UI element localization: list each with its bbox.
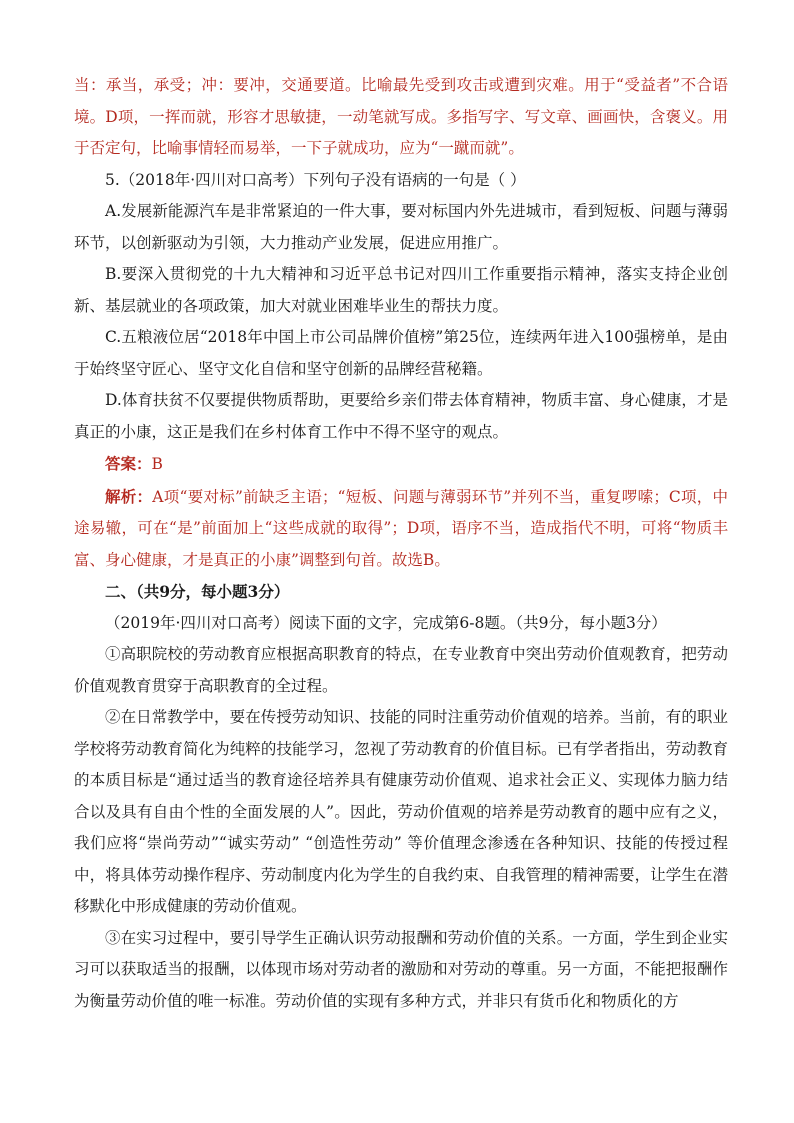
analysis-label: 解析： — [105, 486, 153, 506]
explanation-continuation: 当：承当，承受；冲：要冲，交通要道。比喻最先受到攻击或遭到灾难。用于“受益者”不合语境。D项，一挥而就，形容才思敏捷，一动笔就写成。多指写字、写文章、画画快，含褒义。用于否定句，比喻事情轻而易举，一下子就成功，应为“一蹴而就”。 — [74, 76, 728, 157]
passage-paragraph-3: ③在实习过程中，要引导学生正确认识劳动报酬和劳动价值的关系。一方面，学生到企业实习可以获取适当的报酬，以体现市场对劳动者的激励和对劳动的尊重。另一方面，不能把报酬作为衡量劳动价值的唯一标准。劳动价值的实现有多种方式，并非只有货币化和物质化的方 — [74, 928, 728, 1010]
question-5-analysis — [74, 481, 728, 577]
question-5-option-c: C.五粮液位居“2018年中国上市公司品牌价值榜”第25位，连续两年进入100强榜单，是由于始终坚守匠心、坚守文化自信和坚守创新的品牌经营秘籍。 — [74, 328, 728, 378]
document-page — [74, 70, 728, 1017]
section-2-intro: （2019年·四川对口高考）阅读下面的文字，完成第6-8题。（共9分，每小题3分） — [105, 613, 667, 632]
answer-label: 答案： — [105, 454, 152, 473]
section-2-heading: 二、（共9分，每小题3分） — [105, 582, 290, 601]
question-5-option-a: A.发展新能源汽车是非常紧迫的一件大事，要对标国内外先进城市，看到短板、问题与薄弱环节，以创新驱动为引领，大力推动产业发展，促进应用推广。 — [74, 202, 728, 252]
passage-paragraph-2: ②在日常教学中，要在传授劳动知识、技能的同时注重劳动价值观的培养。当前，有的职业学校将劳动教育简化为纯粹的技能学习，忽视了劳动教育的价值目标。已有学者指出，劳动教育的本质目标是“通过适当的教育途径培养具有健康劳动价值观、追求社会正义、实现体力脑力结合以及具有自由个性的全面发展的人”。因此，劳动价值观的培养是劳动教育的题中应有之义，我们应将“崇尚劳动”“诚实劳动” “创造性劳动” 等价值理念渗透在各种知识、技能的传授过程中，将具体劳动操作程序、劳动制度内化为学生的自我约束、自我管理的精神需要，让学生在潜移默化中形成健康的劳动价值观。 — [74, 708, 728, 915]
answer-value: B — [151, 455, 163, 473]
question-5-stem: 5.（2018年·四川对口高考）下列句子没有语病的一句是（ ） — [105, 170, 526, 189]
question-5-option-b: B.要深入贯彻党的十九大精神和习近平总书记对四川工作重要指示精神，落实支持企业创新、基层就业的各项政策，加大对就业困难毕业生的帮扶力度。 — [74, 265, 728, 315]
passage-paragraph-1: ①高职院校的劳动教育应根据高职教育的特点，在专业教育中突出劳动价值观教育，把劳动价值观教育贯穿于高职教育的全过程。 — [74, 645, 728, 695]
analysis-text: A项“要对标”前缺乏主语；“短板、问题与薄弱环节”并列不当，重复啰嗦；C项，中途易辙，可在“是”前面加上“这些成就的取得”；D项，语序不当，造成指代不明，可将“物质丰富、身心健康，才是真正的小康”调整到句首。故选B。 — [74, 487, 728, 569]
question-5-option-d: D.体育扶贫不仅要提供物质帮助，更要给乡亲们带去体育精神，物质丰富、身心健康，才是真正的小康，这正是我们在乡村体育工作中不得不坚守的观点。 — [74, 391, 728, 441]
question-5-answer — [74, 448, 728, 481]
